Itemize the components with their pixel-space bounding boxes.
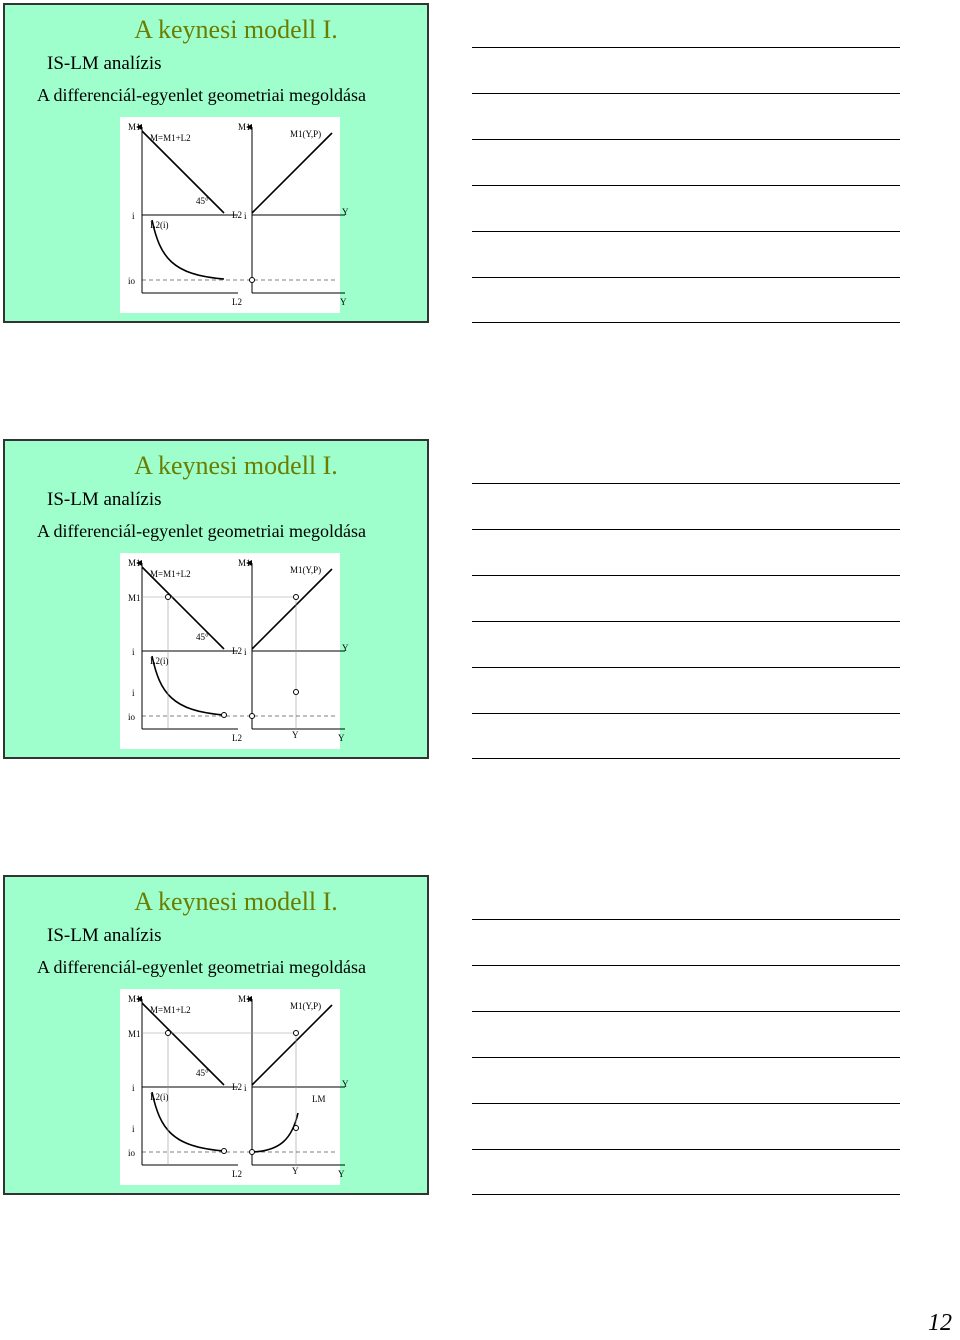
label-y: Y [342,643,349,653]
label-i: i [132,211,135,221]
label-m1: M1 [238,558,251,568]
note-line [472,1194,900,1195]
label-y: Y [342,1079,349,1089]
label-m1-function: M1(Y,P) [290,1001,322,1011]
note-line [472,1011,900,1012]
slide-2 [3,439,429,759]
label-i: i [132,1124,135,1134]
slide-title: A keynesi modell I. [134,451,338,480]
islm-diagram [120,989,349,1185]
note-line [472,139,900,140]
note-line [472,919,900,920]
label-y: Y [342,207,349,217]
label-l2: L2 [232,297,242,307]
note-line [472,483,900,484]
label-m1: M1 [128,994,141,1004]
label-i: i [132,1083,135,1093]
note-line [472,277,900,278]
label-i: i [244,1083,247,1093]
label-y: Y [338,1169,345,1179]
label-l2: L2 [232,1082,242,1092]
label-angle: 45° [196,1068,209,1078]
note-line [472,47,900,48]
note-line [472,1149,900,1150]
slide-subtitle: IS-LM analízis [47,925,162,946]
label-l2: L2 [232,646,242,656]
label-i: i [132,688,135,698]
note-line [472,575,900,576]
slide-subtitle: IS-LM analízis [47,489,162,510]
label-m1: M1 [128,593,141,603]
slide-description: A differenciál-egyenlet geometriai megoldása [37,521,367,541]
label-l2: L2 [232,1169,242,1179]
label-i: i [244,211,247,221]
label-angle: 45° [196,632,209,642]
islm-diagram [120,553,349,749]
note-line [472,713,900,714]
note-line [472,1057,900,1058]
label-l2: L2 [232,733,242,743]
label-i: i [244,647,247,657]
label-angle: 45° [196,196,209,206]
label-m1: M1 [128,122,141,132]
note-line [472,322,900,323]
label-equation: M=M1+L2 [150,1005,191,1015]
label-l2-function: L2(i) [150,220,169,230]
slide-1 [3,3,429,323]
label-m1: M1 [238,122,251,132]
note-line [472,758,900,759]
label-y: Y [338,733,345,743]
note-line [472,621,900,622]
label-i: i [132,647,135,657]
slide-description: A differenciál-egyenlet geometriai megoldása [37,85,367,105]
label-y: Y [292,1166,299,1176]
label-i0: io [128,276,136,286]
slide-3 [3,875,429,1195]
label-lm: LM [312,1094,326,1104]
slide-description: A differenciál-egyenlet geometriai megoldása [37,957,367,977]
label-m1-function: M1(Y,P) [290,129,322,139]
label-i0: io [128,712,136,722]
label-l2-function: L2(i) [150,1092,169,1102]
label-m1: M1 [238,994,251,1004]
page-number: 12 [928,1310,952,1336]
label-equation: M=M1+L2 [150,133,191,143]
note-line [472,185,900,186]
slide-subtitle: IS-LM analízis [47,53,162,74]
label-i0: io [128,1148,136,1158]
label-m1: M1 [128,558,141,568]
label-y: Y [340,297,347,307]
islm-diagram [120,117,349,313]
label-m1: M1 [128,1029,141,1039]
note-line [472,231,900,232]
label-l2-function: L2(i) [150,656,169,666]
note-line [472,529,900,530]
label-m1-function: M1(Y,P) [290,565,322,575]
label-l2: L2 [232,210,242,220]
slide-title: A keynesi modell I. [134,887,338,916]
label-y: Y [292,730,299,740]
note-line [472,1103,900,1104]
note-line [472,965,900,966]
note-line [472,93,900,94]
note-line [472,667,900,668]
slide-title: A keynesi modell I. [134,15,338,44]
label-equation: M=M1+L2 [150,569,191,579]
